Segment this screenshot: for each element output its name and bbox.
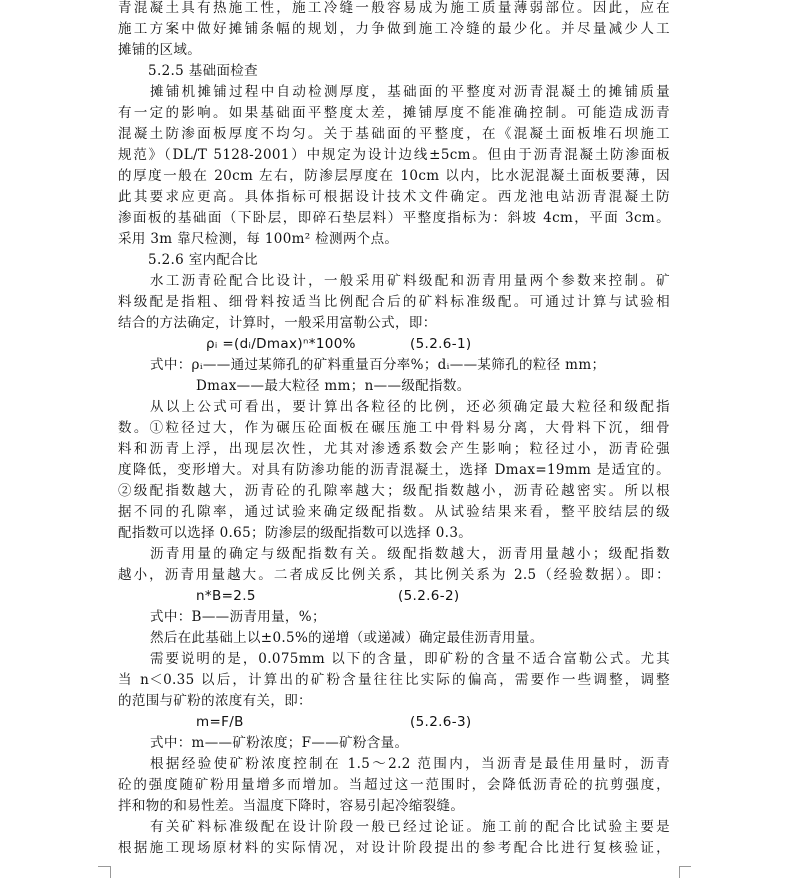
formula-legend: Dmax——最大粒径 mm；n——级配指数。 bbox=[196, 378, 471, 394]
text-line: 摊铺机摊铺过程中自动检测厚度，基础面的平整度对沥青混凝土的摊铺质量 bbox=[150, 84, 670, 100]
section-heading: 5.2.5 基础面检查 bbox=[148, 63, 258, 79]
text-line: 施工方案中做好摊铺条幅的规划，力争做到施工冷缝的最少化。并尽量减少人工 bbox=[118, 21, 670, 37]
text-line: 配指数可以选择 0.65；防渗层的级配指数可以选择 0.3。 bbox=[118, 525, 473, 541]
formula-legend: 式中：m——矿粉浓度；F——矿粉含量。 bbox=[150, 735, 409, 751]
text-line: 青混凝土具有热施工性，施工冷缝一般容易成为施工质量薄弱部位。因此，应在 bbox=[118, 0, 670, 16]
formula-number: (5.2.6-2) bbox=[398, 588, 460, 604]
text-line: 砼的强度随矿粉用量增多而增加。当超过这一范围时，会降低沥青砼的抗剪强度， bbox=[118, 777, 670, 793]
formula-legend: 式中：B——沥青用量，%； bbox=[150, 609, 326, 625]
crop-mark bbox=[110, 866, 111, 878]
crop-mark bbox=[98, 866, 110, 867]
text-line: 根据经验使矿粉浓度控制在 1.5～2.2 范围内，当沥青是最佳用量时，沥青 bbox=[150, 756, 670, 772]
text-line: 渗面板的基础面（下卧层，即碎石垫层料）平整度指标为：斜坡 4cm，平面 3cm。 bbox=[118, 210, 670, 226]
formula-legend: 式中：ρᵢ——通过某筛孔的矿料重量百分率%；dᵢ——某筛孔的粒径 mm； bbox=[150, 357, 606, 373]
crop-mark bbox=[679, 866, 691, 867]
formula: ρᵢ =(dᵢ/Dmax)ⁿ*100% bbox=[206, 336, 356, 352]
text-line: 的范围与矿粉的浓度有关，即： bbox=[118, 693, 312, 709]
text-line: 有关矿料标准级配在设计阶段一般已经过论证。施工前的配合比试验主要是 bbox=[150, 819, 670, 835]
text-line: 据不同的孔隙率，通过试验来确定级配指数。从试验结果来看，整平胶结层的级 bbox=[118, 504, 670, 520]
formula: m=F/B bbox=[196, 714, 244, 730]
crop-mark bbox=[679, 866, 680, 878]
text-line: 当 n＜0.35 以后，计算出的矿粉含量往往比实际的偏高，需要作一些调整，调整 bbox=[118, 672, 670, 688]
text-line: 拌和物的和易性差。当温度下降时，容易引起冷缩裂缝。 bbox=[118, 798, 465, 814]
text-line: 采用 3m 靠尺检测，每 100m² 检测两个点。 bbox=[118, 231, 399, 247]
text-line: 料和沥青上浮，出现层次性，尤其对渗透系数会产生影响；粒径过小，沥青砼强 bbox=[118, 441, 670, 457]
text-line: 有一定的影响。如果基础面平整度太差，摊铺厚度不能准确控制。可能造成沥青 bbox=[118, 105, 670, 121]
text-line: 料级配是指粗、细骨料按适当比例配合后的矿料标准级配。可通过计算与试验相 bbox=[118, 294, 670, 310]
text-line: 规范》（DL/T 5128-2001）中规定为设计边线±5cm。但由于沥青混凝土防渗面板 bbox=[118, 147, 670, 163]
formula-number: (5.2.6-1) bbox=[410, 336, 472, 352]
text-line: 需要说明的是，0.075mm 以下的含量，即矿粉的含量不适合富勒公式。尤其 bbox=[150, 651, 670, 667]
section-heading: 5.2.6 室内配合比 bbox=[148, 252, 258, 268]
text-line: 从以上公式可看出，要计算出各粒径的比例，还必须确定最大粒径和级配指 bbox=[150, 399, 670, 415]
text-line: 沥青用量的确定与级配指数有关。级配指数越大，沥青用量越小；级配指数 bbox=[150, 546, 670, 562]
text-line: 数。①粒径过大，作为碾压砼面板在碾压施工中骨料易分离，大骨料下沉，细骨 bbox=[118, 420, 670, 436]
text-line: 水工沥青砼配合比设计，一般采用矿料级配和沥青用量两个参数来控制。矿 bbox=[150, 273, 670, 289]
formula-number: (5.2.6-3) bbox=[410, 714, 472, 730]
text-line: 混凝土防渗面板厚度不均匀。关于基础面的平整度，在《混凝土面板堆石坝施工 bbox=[118, 126, 670, 142]
text-line: 的厚度一般在 20cm 左右，防渗层厚度在 10cm 以内，比水泥混凝土面板要薄，因 bbox=[118, 168, 670, 184]
text-line: 根据施工现场原材料的实际情况，对设计阶段提出的参考配合比进行复核验证， bbox=[118, 840, 670, 856]
text-line: ②级配指数越大，沥青砼的孔隙率越大；级配指数越小，沥青砼越密实。所以根 bbox=[118, 483, 670, 499]
text-line: 结合的方法确定，计算时，一般采用富勒公式，即： bbox=[118, 315, 437, 331]
text-line: 摊铺的区域。 bbox=[118, 42, 202, 58]
text-line: 此其要求应更高。具体指标可根据设计技术文件确定。西龙池电站沥青混凝土防 bbox=[118, 189, 670, 205]
text-line: 然后在此基础上以±0.5%的递增（或递减）确定最佳沥青用量。 bbox=[150, 630, 544, 646]
text-line: 越小，沥青用量越大。二者成反比例关系，其比例关系为 2.5（经验数据）。即： bbox=[118, 567, 670, 583]
formula: n*B=2.5 bbox=[196, 588, 256, 604]
text-line: 度降低，变形增大。对具有防渗功能的沥青混凝土，选择 Dmax=19mm 是适宜的。 bbox=[118, 462, 670, 478]
